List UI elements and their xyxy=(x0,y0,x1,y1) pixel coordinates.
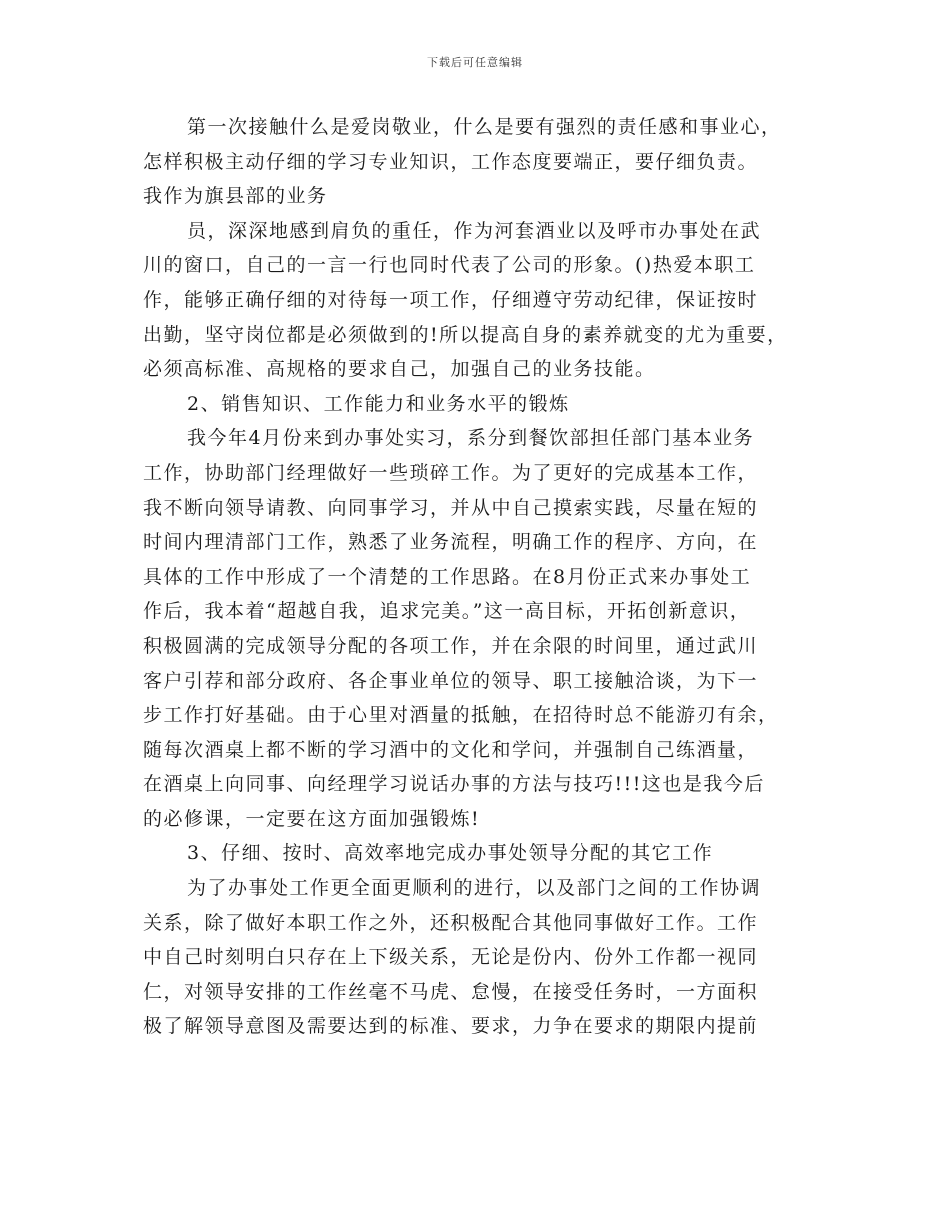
text-line: 工作，协助部门经理做好一些琐碎工作。为了更好的完成基本工作， xyxy=(143,461,759,484)
text-line: 作，能够正确仔细的对待每一项工作，仔细遵守劳动纪律，保证按时 xyxy=(143,288,759,311)
text-line: 2、销售知识、工作能力和业务水平的锻炼 xyxy=(187,392,570,415)
text-line: 出勤，坚守岗位都是必须做到的!所以提高自身的素养就变的尤为重要， xyxy=(143,323,788,346)
text-line: 员，深深地感到肩负的重任，作为河套酒业以及呼市办事处在武 xyxy=(187,219,762,242)
text-line: 极了解领导意图及需要达到的标准、要求，力争在要求的期限内提前 xyxy=(143,1015,759,1038)
text-line: 川的窗口，自己的一言一行也同时代表了公司的形象。()热爱本职工 xyxy=(143,254,756,277)
text-line: 第一次接触什么是爱岗敬业，什么是要有强烈的责任感和事业心， xyxy=(187,116,782,138)
text-line: 步工作打好基础。由于心里对酒量的抵触，在招待时总不能游刃有余， xyxy=(143,704,779,727)
text-line: 仁，对领导安排的工作丝毫不马虎、怠慢，在接受任务时，一方面积 xyxy=(143,980,759,1003)
text-line: 的必修课，一定要在这方面加强锻炼! xyxy=(143,807,481,830)
text-line: 随每次酒桌上都不断的学习酒中的文化和学问，并强制自己练酒量， xyxy=(143,738,759,761)
text-line: 时间内理清部门工作，熟悉了业务流程，明确工作的程序、方向，在 xyxy=(143,531,759,554)
text-line: 客户引荐和部分政府、各企事业单位的领导、职工接触洽谈，为下一 xyxy=(143,669,759,692)
text-line: 必须高标准、高规格的要求自己，加强自己的业务技能。 xyxy=(143,358,656,381)
document-body xyxy=(143,110,813,1044)
text-line: 我今年4月份来到办事处实习，系分到餐饮部担任部门基本业务 xyxy=(187,427,755,450)
text-line: 3、仔细、按时、高效率地完成办事处领导分配的其它工作 xyxy=(187,842,714,865)
text-line: 关系，除了做好本职工作之外，还积极配合其他同事做好工作。工作 xyxy=(143,911,759,934)
text-line: 作后，我本着“超越自我，追求完美。”这一高目标，开拓创新意识， xyxy=(143,600,751,623)
text-line: 怎样积极主动仔细的学习专业知识，工作态度要端正，要仔细负责。 xyxy=(143,150,759,173)
text-line: 我作为旗县部的业务 xyxy=(143,185,328,208)
text-line: 我不断向领导请教、向同事学习，并从中自己摸索实践，尽量在短的 xyxy=(143,496,759,519)
page-header: 下载后可任意编辑 xyxy=(427,56,523,69)
text-line: 为了办事处工作更全面更顺利的进行，以及部门之间的工作协调 xyxy=(187,877,762,900)
text-line: 积极圆满的完成领导分配的各项工作，并在余限的时间里，通过武川 xyxy=(143,634,759,657)
text-line: 在酒桌上向同事、向经理学习说话办事的方法与技巧!!!这也是我今后 xyxy=(143,773,765,796)
text-line: 中自己时刻明白只存在上下级关系，无论是份内、份外工作都一视同 xyxy=(143,946,759,969)
text-line: 具体的工作中形成了一个清楚的工作思路。在8月份正式来办事处工 xyxy=(143,565,752,588)
